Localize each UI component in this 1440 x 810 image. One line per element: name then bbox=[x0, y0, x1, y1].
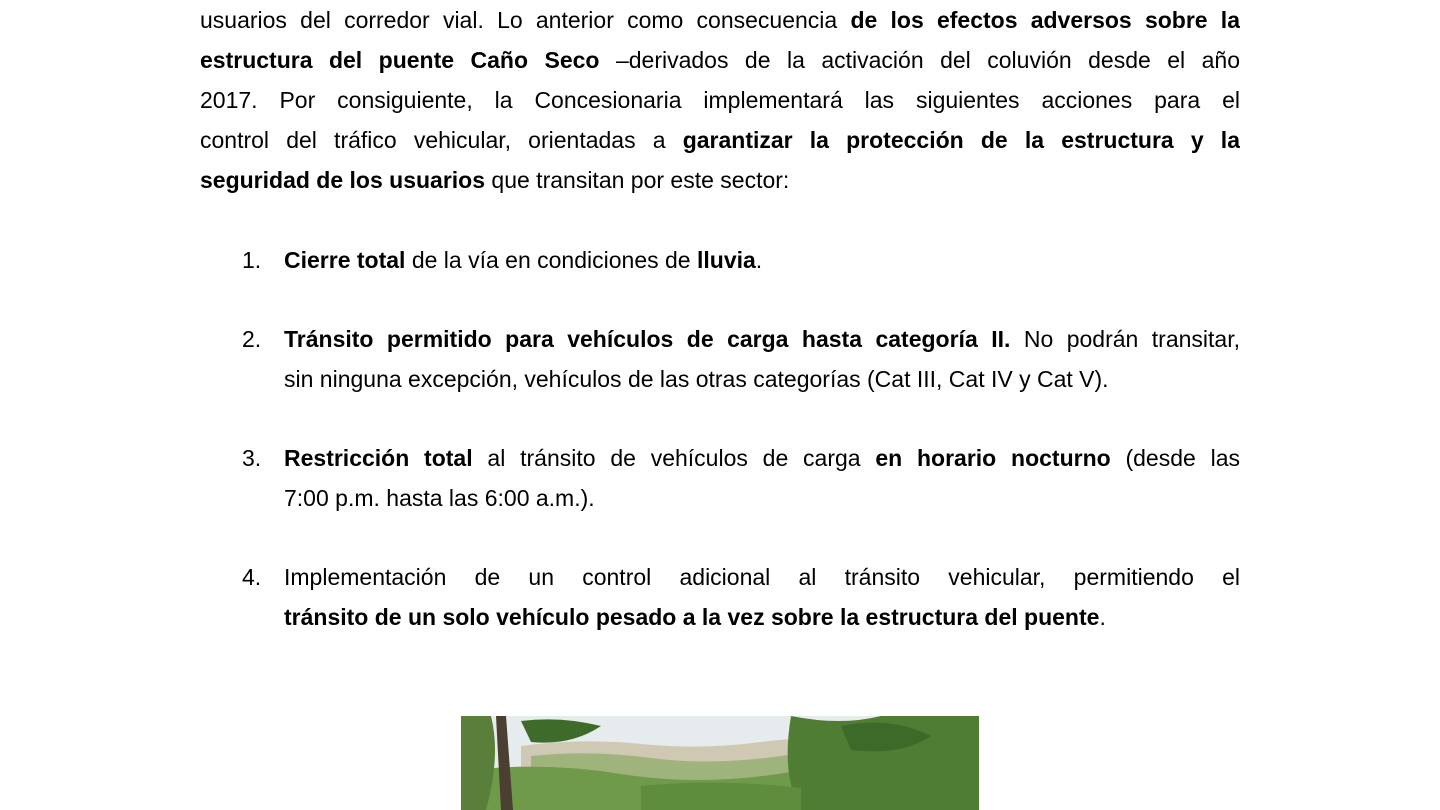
text-run: control del tráfico vehicular, orientadas a bbox=[200, 127, 683, 153]
intro-paragraph bbox=[200, 0, 1240, 200]
text-run: 2017. Por consiguiente, la Concesionaria implementará las siguientes acciones para el bbox=[200, 87, 1240, 113]
bold-run: Tránsito permitido para vehículos de carga hasta categoría II. bbox=[284, 326, 1011, 352]
bridge-site-photo bbox=[461, 716, 979, 810]
bold-run: en horario nocturno bbox=[875, 445, 1111, 471]
bold-run: Restricción total bbox=[284, 445, 473, 471]
list-line bbox=[284, 319, 1240, 359]
text-run: al tránsito de vehículos de carga bbox=[472, 445, 876, 471]
text-run: de la vía en condiciones de bbox=[405, 247, 697, 273]
paragraph-line-5 bbox=[200, 160, 1240, 200]
list-line bbox=[284, 478, 1240, 518]
list-line bbox=[284, 240, 1240, 280]
paragraph-line-3 bbox=[200, 80, 1240, 120]
bold-run: seguridad de los usuarios bbox=[200, 167, 486, 193]
bold-run: tránsito de un solo vehículo pesado a la vez sobre la estructura del puente bbox=[284, 604, 1100, 630]
list-line bbox=[284, 438, 1240, 478]
text-run: –derivados de la activación del coluvión desde el año bbox=[599, 47, 1240, 73]
bold-run: estructura del puente Caño Seco bbox=[200, 47, 600, 73]
text-run: . bbox=[1099, 604, 1106, 630]
text-run: sin ninguna excepción, vehículos de las otras categorías (Cat III, Cat IV y Cat V). bbox=[284, 366, 1109, 392]
list-item-body bbox=[284, 557, 1240, 637]
paragraph-line-1 bbox=[200, 0, 1240, 40]
bold-run: lluvia bbox=[696, 247, 756, 273]
text-run: Implementación de un control adicional al tránsito vehicular, permitiendo el bbox=[284, 564, 1240, 590]
list-line bbox=[284, 597, 1240, 637]
text-run: (desde las bbox=[1110, 445, 1240, 471]
list-number: 4. bbox=[242, 564, 262, 590]
list-number: 2. bbox=[242, 326, 262, 352]
list-line bbox=[284, 557, 1240, 597]
photo-illustration bbox=[461, 716, 979, 810]
text-run: . bbox=[755, 247, 763, 273]
text-run: 7:00 p.m. hasta las 6:00 a.m.). bbox=[284, 485, 595, 511]
bold-run: de los efectos adversos sobre la bbox=[850, 7, 1240, 33]
bold-run: garantizar la protección de la estructura y la bbox=[682, 127, 1240, 153]
text-run: usuarios del corredor vial. Lo anterior como consecuencia bbox=[200, 7, 851, 33]
bold-run: Cierre total bbox=[284, 247, 406, 273]
list-item-body bbox=[284, 240, 1240, 280]
paragraph-line-4 bbox=[200, 120, 1240, 160]
paragraph-line-2 bbox=[200, 40, 1240, 80]
list-number: 3. bbox=[242, 445, 262, 471]
list-item-body bbox=[284, 438, 1240, 518]
text-run: No podrán transitar, bbox=[1010, 326, 1240, 352]
list-line bbox=[284, 359, 1240, 399]
list-item-body bbox=[284, 319, 1240, 399]
list-number: 1. bbox=[242, 247, 262, 273]
text-run: que transitan por este sector: bbox=[485, 167, 790, 193]
